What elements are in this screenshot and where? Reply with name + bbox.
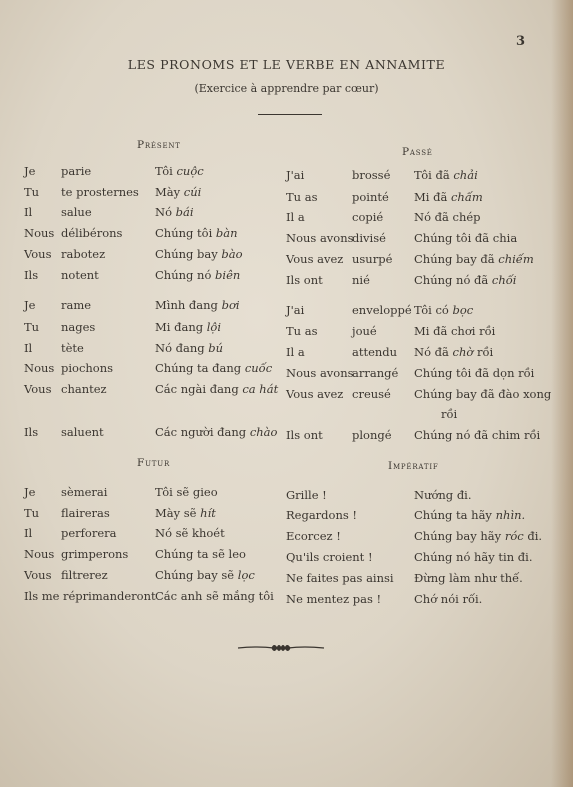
present-translation [155, 382, 278, 396]
present-verb: piochons [61, 361, 114, 375]
futur-verb: flaireras [61, 506, 110, 520]
passe-auxiliary: Nous avons [286, 366, 354, 380]
passe-verb: copié [352, 210, 384, 224]
futur-translation-italic-text: lọc [237, 568, 255, 582]
futur-pronoun: Vous [24, 568, 52, 582]
imperatif-translation [414, 508, 525, 522]
present-translation-text: Mày [155, 185, 184, 199]
present-pronoun: Il [24, 341, 33, 355]
passe-verb: divisé [352, 231, 386, 245]
passe-translation-text: Nó đã [414, 345, 453, 359]
passe-translation-text: Tôi đã [414, 168, 454, 182]
imperatif-french: Ecorcez ! [286, 529, 341, 543]
passe-verb: pointé [352, 190, 389, 204]
passe-auxiliary: Nous avons [286, 231, 354, 245]
futur-pronoun: Nous [24, 547, 55, 561]
imperatif-translation-text: Chớ nói rối. [414, 592, 483, 606]
imperatif-translation [414, 571, 523, 585]
present-translation-text: Mi đang [155, 320, 207, 334]
futur-translation-italic-text: hít [200, 506, 216, 520]
passe-translation-trailing-text: rồi [473, 345, 494, 359]
passe-verb: nié [352, 273, 370, 287]
present-pronoun: Tu [24, 320, 40, 334]
present-pronoun: Ils [24, 425, 39, 439]
present-pronoun: Il [24, 205, 33, 219]
futur-translation [155, 485, 218, 499]
present-verb: rame [61, 298, 92, 312]
present-translation [155, 247, 243, 261]
passe-translation [414, 231, 517, 245]
futur-translation-text: Chúng ta sẽ leo [155, 547, 246, 561]
passe-translation-text: Mi đã [414, 190, 451, 204]
present-translation-italic-text: ca hát [242, 382, 279, 396]
present-translation [155, 298, 240, 312]
present-translation-italic-text: bào [221, 247, 243, 261]
present-translation-italic-text: bái [175, 205, 194, 219]
imperatif-translation [414, 592, 482, 606]
passe-translation-italic-text: chiếm [498, 252, 534, 266]
present-verb: chantez [61, 382, 107, 396]
passe-auxiliary: Tu as [286, 190, 318, 204]
futur-verb: réprimanderont [63, 589, 156, 603]
present-pronoun: Vous [24, 247, 52, 261]
futur-pronoun: Tu [24, 506, 40, 520]
imperatif-french: Grille ! [286, 488, 327, 502]
imperatif-french: Regardons ! [286, 508, 358, 522]
present-translation-text: Chúng tôi [155, 226, 216, 240]
present-translation-text: Tôi [155, 164, 177, 178]
passe-verb: creusé [352, 387, 391, 401]
imperatif-translation-text: Nướng đi. [414, 488, 472, 502]
present-verb: salue [61, 205, 92, 219]
present-pronoun: Nous [24, 361, 55, 375]
page-subtitle: (Exercice à apprendre par cœur) [194, 82, 379, 95]
passe-translation [414, 387, 551, 401]
imperatif-translation-text: Chúng bay hãy [414, 529, 505, 543]
present-translation-italic-text: lội [206, 320, 222, 334]
present-translation [155, 341, 223, 355]
imperatif-translation-italic-text: nhìn. [495, 508, 526, 522]
title-rule [258, 114, 322, 115]
passe-auxiliary: Ils ont [286, 428, 323, 442]
passe-auxiliary: Il a [286, 345, 305, 359]
present-verb: saluent [61, 425, 104, 439]
present-translation-text: Chúng ta đang [155, 361, 245, 375]
futur-verb: filtrerez [61, 568, 108, 582]
passe-translation-italic-text: chờ [452, 345, 474, 359]
passe-translation-text: Chúng nó đã chim rồi [414, 428, 541, 442]
passe-translation-italic-text: chấm [450, 190, 483, 204]
passe-translation [414, 428, 540, 442]
imperatif-translation [414, 550, 533, 564]
futur-pronoun: Ils me [24, 589, 60, 603]
present-verb: nages [61, 320, 96, 334]
passe-verb: plongé [352, 428, 392, 442]
imperatif-translation-text: Chúng ta hãy [414, 508, 496, 522]
futur-translation-text: Chúng bay sẽ [155, 568, 238, 582]
present-pronoun: Nous [24, 226, 55, 240]
passe-translation [414, 324, 495, 338]
present-translation [155, 320, 221, 334]
passe-auxiliary: J'ai [286, 168, 305, 182]
present-translation-italic-text: bơi [221, 298, 240, 312]
futur-verb: grimperons [61, 547, 129, 561]
futur-translation [155, 568, 255, 582]
present-translation-text: Nó [155, 205, 176, 219]
present-translation [155, 205, 194, 219]
futur-verb: sèmerai [61, 485, 108, 499]
futur-translation [155, 547, 246, 561]
passe-translation [414, 273, 516, 287]
present-translation-text: Nó đang [155, 341, 209, 355]
present-pronoun: Tu [24, 185, 40, 199]
passe-translation-italic-text: chải [453, 168, 478, 182]
passe-auxiliary: Il a [286, 210, 305, 224]
present-translation-italic-text: bàn [215, 226, 238, 240]
page-title: LES PRONOMS ET LE VERBE EN ANNAMITE [127, 57, 446, 72]
passe-translation-text: Chúng tôi đã dọn rồi [414, 366, 535, 380]
passe-translation [414, 252, 534, 266]
futur-pronoun: Il [24, 526, 33, 540]
passe-translation-continued: rồi [441, 407, 458, 421]
passe-translation [414, 190, 483, 204]
present-translation [155, 164, 204, 178]
present-translation-text: Các ngài đang [155, 382, 243, 396]
imperatif-translation-italic-text: róc [504, 529, 524, 543]
present-translation-italic-text: bú [208, 341, 224, 355]
present-pronoun: Ils [24, 268, 39, 282]
passe-translation-italic-text: chối [491, 273, 517, 287]
present-translation [155, 185, 201, 199]
present-translation-italic-text: cúi [183, 185, 202, 199]
present-translation-text: Mình đang [155, 298, 222, 312]
passe-translation [414, 168, 478, 182]
passe-auxiliary: Vous avez [286, 252, 344, 266]
passe-translation-text: Mi đã chơi rồi [414, 324, 496, 338]
present-translation-italic-text: biên [215, 268, 241, 282]
passe-translation-text: Chúng bay đã đào xong [414, 387, 552, 401]
passe-translation [414, 210, 481, 224]
passe-translation [414, 303, 473, 317]
futur-translation-text: Các anh sẽ mắng tôi [155, 589, 274, 603]
present-translation-text: Chúng bay [155, 247, 222, 261]
passe-verb: usurpé [352, 252, 393, 266]
present-pronoun: Vous [24, 382, 52, 396]
futur-translation-text: Nó sẽ khoét [155, 526, 225, 540]
present-verb: notent [61, 268, 99, 282]
passe-translation [414, 345, 493, 359]
imperatif-translation-text: Đừng làm như thế. [414, 571, 523, 585]
passe-translation-text: Chúng bay đã [414, 252, 499, 266]
passe-auxiliary: Tu as [286, 324, 318, 338]
present-pronoun: Je [24, 298, 36, 312]
present-translation-italic-text: cuộc [176, 164, 204, 178]
imperatif-translation [414, 529, 542, 543]
present-translation-text: Chúng nó [155, 268, 216, 282]
futur-verb: perforera [61, 526, 117, 540]
present-translation [155, 226, 238, 240]
present-verb: te prosternes [61, 185, 139, 199]
ornament-divider-icon [236, 640, 326, 656]
passe-translation-italic-text: bọc [452, 303, 474, 317]
futur-translation [155, 526, 225, 540]
passe-translation [414, 366, 534, 380]
passe-auxiliary: Ils ont [286, 273, 323, 287]
heading-futur: Futur [137, 457, 171, 469]
imperatif-french: Qu'ils croient ! [286, 550, 373, 564]
futur-translation [155, 506, 216, 520]
passe-translation-text: Chúng tôi đã chia [414, 231, 518, 245]
page-number: 3 [516, 34, 526, 49]
present-translation [155, 361, 272, 375]
imperatif-french: Ne mentez pas ! [286, 592, 382, 606]
passe-translation-text: Tôi có [414, 303, 453, 317]
futur-translation-text: Mày sẽ [155, 506, 201, 520]
heading-present: Présent [137, 139, 181, 151]
present-verb: parie [61, 164, 92, 178]
imperatif-translation-trailing-text: đi. [523, 529, 543, 543]
passe-auxiliary: Vous avez [286, 387, 344, 401]
futur-pronoun: Je [24, 485, 36, 499]
passe-verb: joué [352, 324, 377, 338]
present-translation-italic-text: cuốc [244, 361, 273, 375]
futur-translation-text: Tôi sẽ gieo [155, 485, 218, 499]
passe-verb: arrangé [352, 366, 399, 380]
present-verb: rabotez [61, 247, 106, 261]
imperatif-translation-text: Chúng nó hãy tin đi. [414, 550, 533, 564]
present-translation [155, 425, 277, 439]
present-pronoun: Je [24, 164, 36, 178]
imperatif-french: Ne faites pas ainsi [286, 571, 394, 585]
heading-passe: Passé [402, 146, 433, 158]
present-translation-text: Các người đang [155, 425, 250, 439]
imperatif-translation [414, 488, 472, 502]
futur-translation [155, 589, 274, 603]
passe-verb: enveloppé [352, 303, 412, 317]
passe-auxiliary: J'ai [286, 303, 305, 317]
passe-translation-text: Nó đã chép [414, 210, 481, 224]
present-verb: tète [61, 341, 84, 355]
present-translation [155, 268, 240, 282]
passe-translation-text: Chúng nó đã [414, 273, 492, 287]
heading-imperatif: Impératif [388, 460, 439, 472]
present-translation-italic-text: chào [249, 425, 278, 439]
passe-verb: attendu [352, 345, 398, 359]
present-verb: délibérons [61, 226, 123, 240]
passe-verb: brossé [352, 168, 391, 182]
